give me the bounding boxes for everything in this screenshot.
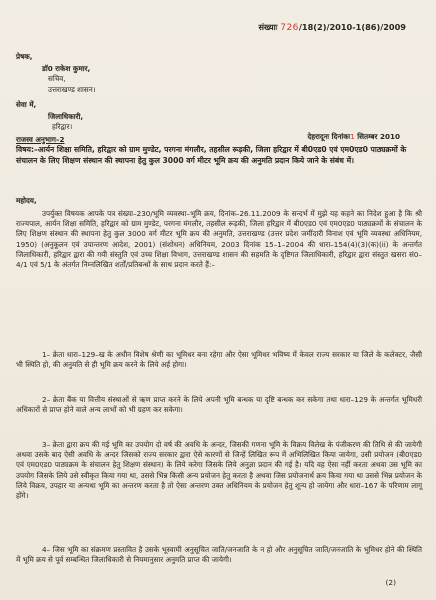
subject-text: आर्यन शिक्षा समिति, हरिद्वार को ग्राम मुण्डेट, परगना मंगलौर, तहसील रूड़की, जिला हरिद्वार में बी0एड0 एवं एम0एड0 पाठ्यक्रमों के संचालन के लिए शिक्षण संस्थान की स्थापना हेतु कुल 3000 वर्ग मीटर भूमि क्रय की अनुमति प्रदान किये जाने के संबंध में।	[16, 145, 407, 166]
recipient-designation: जिलाधिकारी,	[48, 112, 84, 122]
sender-office: उत्तराखण्ड शासन।	[48, 84, 96, 94]
condition-1: 1– क्रेता धारा–129–ख के अधीन विशेष श्रेणी का भूमिधर बना रहेगा और ऐसा भूमिधर भविष्य में केवल राज्य सरकार या जिले के कलेक्टर, जैसी भी स्थिति हो, की अनुमति से ही भूमि क्रय करने के लिये अर्ह होगा।	[16, 350, 422, 370]
salutation: महोदय,	[16, 196, 37, 205]
reference-prefix: संख्याः	[258, 22, 278, 32]
paragraph-intro: उपर्युक्त विषयक आपके पत्र संख्या–230/भूमि व्यवस्था–भूमि क्रय, दिनांक–26.11.2009 के सन्दर्भ में मुझे यह कहने का निदेश हुआ है कि श्री राज्यपाल, आर्यन शिक्षा समिति, हरिद्वार को ग्राम मुण्डेट, परगना मंगलौर, तहसील रूड़की, जिला हरिद्वार में बी0एड0 एवं एम0एड0 पाठ्यक्रमों के संचालन के लिए शिक्षण संस्थान की स्थापना हेतु कुल 3000 वर्ग मीटर भूमि क्रय की अनुमति, उत्तराखण्ड (उत्तर प्रदेश जमींदारी विनाश एवं भूमि व्यवस्था अधिनियम, 1950) (अनुकूलन एवं उपान्तरण आदेश, 2001) (संशोधन) अधिनियम, 2003 दिनांक 15–1–2004 की धारा–154(4)(3)(क)(ii) के अन्तर्गत जिलाधिकारी, हरिद्वार द्वारा की गयी संस्तुति एवं उच्च शिक्षा विभाग, उत्तराखण्ड शासन की सहमति के दृष्टिगत जिलाधिकारी, हरिद्वार द्वारा संस्तुत खसरा सं0–4/1 एवं 5/1 के अंतर्गत निम्नलिखित शर्तों/प्रतिबन्धों के साथ प्रदान करते हैं:–	[16, 209, 422, 270]
date-line	[307, 132, 400, 142]
subject-label: विषय:–	[16, 145, 38, 154]
condition-3: 3– क्रेता द्वारा क्रय की गई भूमि का उपयोग दो वर्ष की अवधि के अन्दर, जिसकी गणना भूमि के विक्रय विलेख के पंजीकरण की तिथि से की जायेगी अथवा उसके बाद ऐसी अवधि के अन्दर जिसको राज्य सरकार द्वारा ऐसे कारणों से जिन्हें लिखित रूप में अभिलिखित किया जायेगा, उसी प्रयोजन (बी0एड0 एवं एम0एड0 पाठ्यक्रम के संचालन हेतु शिक्षण संस्थान) के लिये करेगा जिसके लिये अनुज्ञा प्रदान की गई है। यदि वह ऐसा नहीं करता अथवा उस भूमि का उपयोग जिसके लिये उसे स्वीकृत किया गया था, उससे भिन्न किसी अन्य प्रयोजन हेतु करता है अथवा जिस प्रयोजनार्थ क्रय किया गया था उससे भिन्न प्रयोजन के लिये विक्रय, उपहार या अन्यथा भूमि का अन्तरण करता है तो ऐसा अन्तरण उक्त अधिनियम के प्रयोजन हेतु शून्य हो जायेगा और धारा–167 के परिणाम लागू होंगे।	[16, 440, 422, 501]
date-handwritten-day: 1	[350, 132, 355, 141]
condition-4: 4– जिस भूमि का संक्रमण प्रस्तावित है उसके भूस्वामी अनुसूचित जाति/जनजाति के न हो और अनुसूचित जाति/जनजाति के भूमिधर होने की स्थिति में भूमि क्रय से पूर्व सम्बन्धित जिलाधिकारी से नियमानुसार अनुमति प्राप्त की जायेगी।	[16, 545, 422, 565]
date-prefix: देहरादूनः दिनांकः	[307, 132, 351, 141]
recipient-block	[16, 100, 83, 133]
recipient-place: हरिद्वार।	[52, 122, 73, 132]
reference-number	[259, 22, 407, 35]
condition-2: 2– क्रेता बैंक या वित्तीय संस्थाओं से ऋण प्राप्त करने के लिये अपनी भूमि बन्धक या दृष्टि बन्धक कर सकेगा तथा धारा–129 के अन्तर्गत भूमिधरी अधिकारों से प्राप्त होने वाले अन्य लाभों को भी ग्रहण कर सकेगा।	[16, 395, 422, 415]
section-name: राजस्व अनुभाग–2	[16, 135, 65, 144]
sender-designation: सचिव,	[48, 74, 66, 84]
sender-name: डॉ0 राकेश कुमार,	[42, 64, 91, 74]
recipient-label: सेवा में,	[16, 100, 37, 109]
subject-block	[16, 144, 420, 166]
page-number: (2)	[385, 578, 396, 587]
sender-block	[16, 52, 95, 95]
date-suffix: सितम्बर 2010	[357, 132, 400, 141]
reference-suffix: /18(2)/2010-1(86)/2009	[298, 22, 406, 32]
reference-handwritten-number: 726	[280, 23, 299, 33]
sender-label: प्रेषक,	[16, 52, 33, 61]
